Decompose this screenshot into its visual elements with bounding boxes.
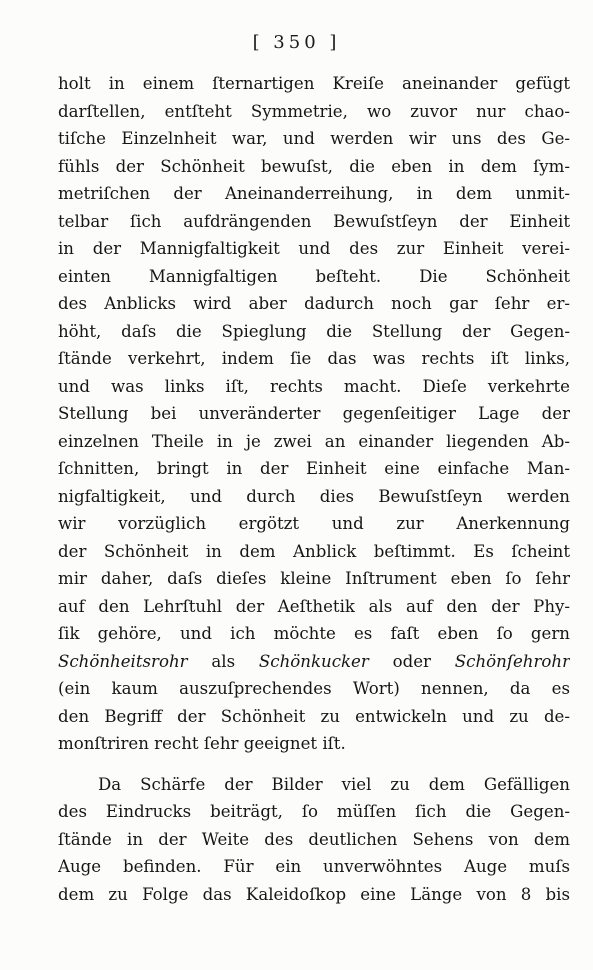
text-line: telbar ſich aufdrängenden Bewuſstſeyn der Einheit bbox=[58, 211, 570, 231]
italic-term: Schönheitsrohr bbox=[58, 651, 188, 671]
text-line: wir vorzüglich ergötzt und zur Anerkennung bbox=[58, 514, 570, 533]
text-line: ſchnitten, bringt in der Einheit eine einfache Man- bbox=[58, 459, 570, 478]
text-line: Stellung bei unveränderter gegenſeitiger Lage der bbox=[58, 404, 570, 423]
text-line-italic-terms bbox=[58, 648, 570, 676]
text-line: höht, daſs die Spieglung die Stellung der Gegen- bbox=[58, 321, 570, 341]
text-line: darſtellen, entſteht Symmetrie, wo zuvor nur chao- bbox=[58, 101, 570, 121]
text-line: des Anblicks wird aber dadurch noch gar ſehr er- bbox=[58, 294, 570, 313]
italic-term: Schönkucker bbox=[258, 651, 369, 671]
body-text bbox=[58, 70, 570, 908]
text-line: einzelnen Theile in je zwei an einander liegenden Ab- bbox=[58, 431, 570, 451]
text-line: des Eindrucks beiträgt, ſo müſſen ſich die Gegen- bbox=[58, 802, 570, 821]
paragraph-gap bbox=[58, 758, 570, 771]
page-number: [ 350 ] bbox=[252, 32, 341, 53]
text-line: mir daher, daſs dieſes kleine Inſtrument eben ſo ſehr bbox=[58, 569, 570, 588]
text-line: und was links iſt, rechts macht. Dieſe verkehrte bbox=[58, 376, 570, 396]
conjunction: oder bbox=[392, 651, 431, 671]
text-line: metriſchen der Aneinanderreihung, in dem unmit- bbox=[58, 184, 570, 203]
text-line: fühls der Schönheit bewuſst, die eben in dem ſym- bbox=[58, 156, 570, 176]
text-line: dem zu Folge das Kaleidoſkop eine Länge von 8 bis bbox=[58, 884, 570, 904]
text-line: ſik gehöre, und ich möchte es faſt eben ſo gern bbox=[58, 624, 570, 643]
text-line: Auge befinden. Für ein unverwöhntes Auge muſs bbox=[58, 857, 570, 876]
text-line: ſtände in der Weite des deutlichen Sehens von dem bbox=[58, 829, 570, 849]
text-line: (ein kaum auszuſprechendes Wort) nennen, da es bbox=[58, 679, 570, 698]
text-line: ſtände verkehrt, indem ſie das was rechts iſt links, bbox=[58, 349, 570, 368]
italic-term: Schönſehrohr bbox=[454, 651, 570, 671]
text-line: auf den Lehrſtuhl der Aeſthetik als auf den der Phy- bbox=[58, 596, 570, 616]
text-line: nigfaltigkeit, und durch dies Bewuſstſeyn werden bbox=[58, 486, 570, 506]
text-line: Da Schärfe der Bilder viel zu dem Gefälligen bbox=[98, 774, 570, 794]
text-line: tiſche Einzelnheit war, und werden wir uns des Ge- bbox=[58, 129, 570, 148]
text-line: monſtriren recht ſehr geeignet iſt. bbox=[58, 734, 346, 753]
text-line: der Schönheit in dem Anblick beſtimmt. Es ſcheint bbox=[58, 541, 570, 561]
text-line: in der Mannigfaltigkeit und des zur Einheit verei- bbox=[58, 239, 570, 258]
paragraph-2 bbox=[58, 771, 570, 909]
text-line: holt in einem ſternartigen Kreiſe aneinander gefügt bbox=[58, 74, 570, 93]
paragraph-1 bbox=[58, 70, 570, 758]
conjunction: als bbox=[211, 651, 236, 671]
text-line: den Begriff der Schönheit zu entwickeln und zu de- bbox=[58, 706, 570, 726]
text-line: einten Mannigfaltigen beſteht. Die Schönheit bbox=[58, 266, 570, 286]
